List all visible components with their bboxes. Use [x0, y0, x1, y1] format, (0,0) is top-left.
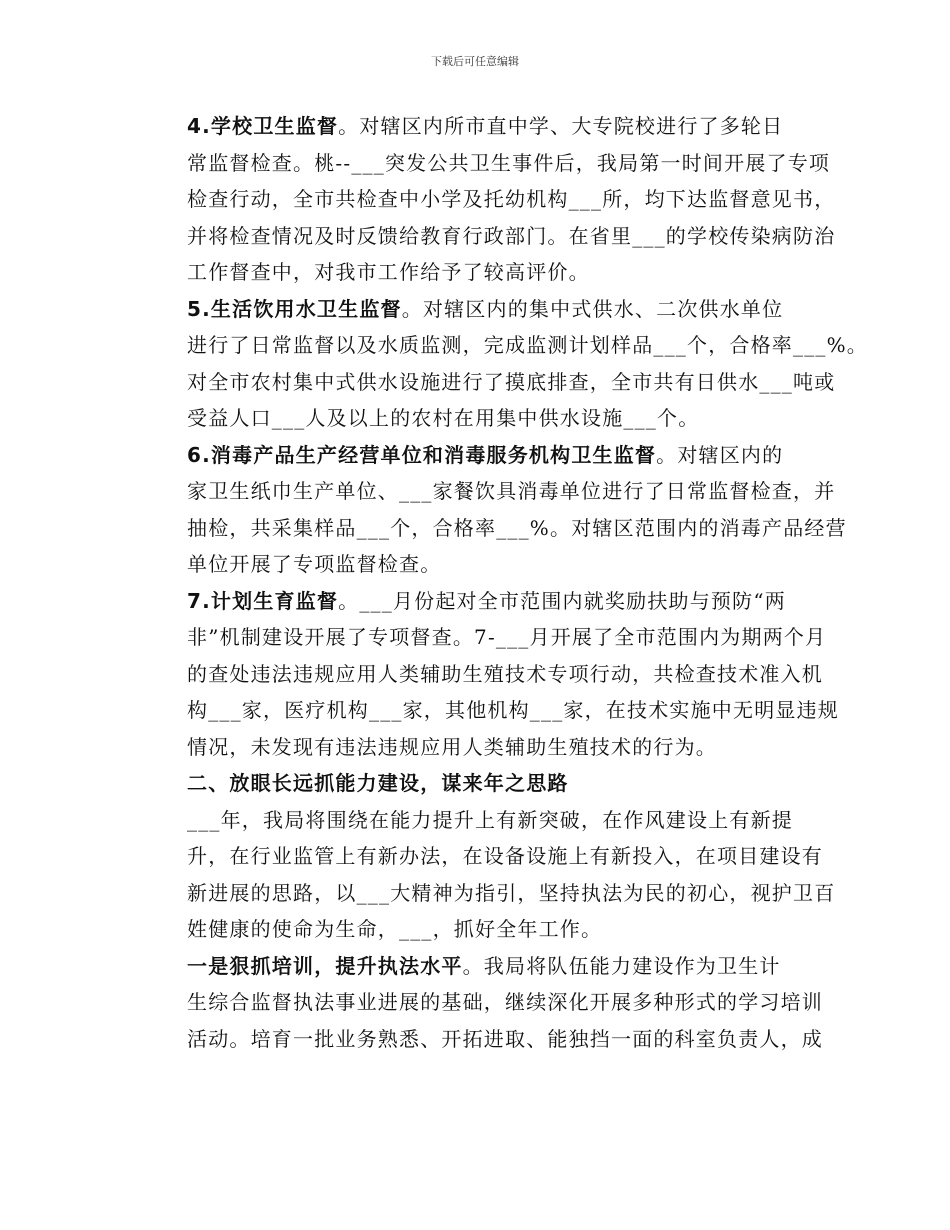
text-line: 活动。培育一批业务熟悉、开拓进取、能独挡一面的科室负责人，成 [187, 1026, 823, 1051]
text-line: 常监督检查。桃--___突发公共卫生事件后，我局第一时间开展了专项 [187, 150, 831, 175]
section-heading: 5.生活饮用水卫生监督 [187, 296, 402, 321]
text-line: 单位开展了专项监督检查。 [187, 552, 442, 576]
text-line: 非”机制建设开展了专项督查。7-___月开展了全市范围内为期两个月 [187, 625, 827, 649]
paragraph-disinfection [143, 437, 847, 583]
text-line: 检查行动，全市共检查中小学及托幼机构___所，均下达监督意见书， [187, 187, 836, 211]
section-heading: 7.计划生育监督 [187, 588, 339, 613]
paragraph-family-planning [143, 583, 839, 766]
paragraph-training [143, 948, 823, 1058]
text-line: ___年，我局将围绕在能力提升上有新突破，在作风建设上有新提 [187, 807, 793, 832]
section-heading: 一是狠抓培训，提升执法水平 [187, 953, 463, 978]
text-line: 生综合监督执法事业进展的基础，继续深化开展多种形式的学习培训 [187, 990, 823, 1014]
text-line: 。我局将队伍能力建设作为卫生计 [462, 953, 781, 978]
paragraph-plan [143, 802, 836, 948]
paragraph-school-hygiene [143, 108, 836, 291]
text-line: 新进展的思路，以___大精神为指引，坚持执法为民的初心，视护卫百 [187, 880, 836, 905]
document-body [143, 108, 869, 1057]
text-line: 进行了日常监督以及水质监测，完成监测计划样品___个，合格率___%。 [187, 333, 869, 357]
text-line: 情况，未发现有违法违规应用人类辅助生殖技术的行为。 [187, 734, 717, 759]
section-title-capacity-building [143, 765, 813, 802]
section-heading: 二、放眼长远抓能力建设，谋来年之思路 [187, 771, 569, 795]
paragraph-drinking-water [143, 291, 869, 437]
text-line: 升，在行业监管上有新办法，在设备设施上有新投入，在项目建设有 [187, 844, 823, 868]
text-line: 工作督查中，对我市工作给予了较高评价。 [187, 260, 590, 284]
text-line: 。对辖区内的 [656, 442, 784, 467]
page-header: 下载后可任意编辑 [431, 55, 519, 68]
section-heading: 4.学校卫生监督 [187, 114, 339, 138]
section-heading: 6.消毒产品生产经营单位和消毒服务机构卫生监督 [187, 442, 657, 467]
text-line: 受益人口___人及以上的农村在用集中供水设施___个。 [187, 406, 700, 430]
text-line: 构___家，医疗机构___家，其他机构___家，在技术实施中无明显违规 [187, 698, 839, 722]
text-line: 对全市农村集中式供水设施进行了摸底排查，全市共有日供水___吨或 [187, 369, 836, 394]
text-line: 。对辖区内的集中式供水、二次供水单位 [401, 296, 784, 321]
text-line: 家卫生纸巾生产单位、___家餐饮具消毒单位进行了日常监督检查，并 [187, 479, 836, 503]
text-line: 。___月份起对全市范围内就奖励扶助与预防“两 [338, 588, 786, 613]
text-line: 的查处违法违规应用人类辅助生殖技术专项行动，共检查技术准入机 [187, 661, 823, 686]
text-line: 并将检查情况及时反馈给教育行政部门。在省里___的学校传染病防治 [187, 223, 836, 248]
text-line: 。对辖区内所市直中学、大专院校进行了多轮日 [338, 114, 784, 138]
text-line: 抽检，共采集样品___个，合格率___%。对辖区范围内的消毒产品经营 [187, 515, 847, 540]
text-line: 姓健康的使命为生命，___，抓好全年工作。 [187, 917, 603, 941]
